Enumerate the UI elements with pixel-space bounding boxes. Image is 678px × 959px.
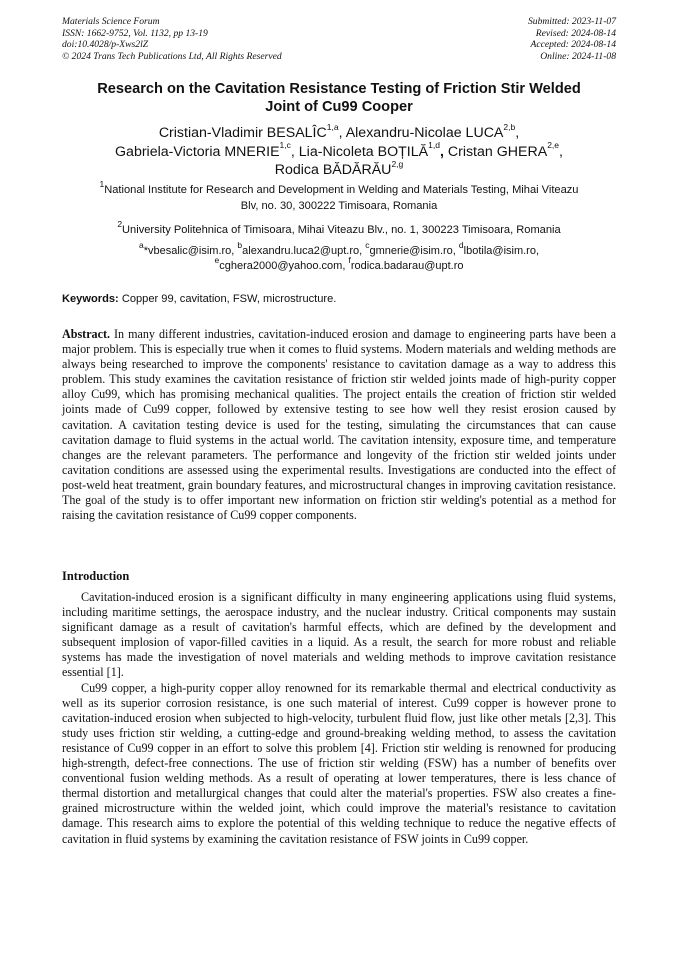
abstract-label: Abstract. [62, 327, 111, 341]
author-affiliation-marker: 1,d [428, 140, 440, 151]
journal-issn: ISSN: 1662-9752, Vol. 1132, pp 13-19 [62, 27, 208, 39]
author-name: Lia-Nicoleta BOȚILĂ [298, 143, 429, 160]
date-online: Online: 2024-11-08 [540, 50, 616, 62]
email-link[interactable]: cghera2000@yahoo.com [219, 260, 343, 272]
date-accepted: Accepted: 2024-08-14 [530, 39, 616, 51]
author-list: Cristian-Vladimir BESALÎC$^{1,a}$, Alexandru-Nicolae LUCA$^{2,b}$, Gabriela-Victoria MNERIE$^{1,c}$, Lia-Nicoleta BOȚILĂ$^{1,d}$, Cristan GHERA$^{2,e}$, Rodica BĂDĂRĂU$^{2,g}$ [115, 121, 563, 179]
affiliation-line: Blv, no. 30, 300222 Timisoara, Romania [240, 199, 438, 212]
author-name: Rodica BĂDĂRĂU [274, 162, 392, 179]
affiliation-line: University Politehnica of Timisoara, Mihai Viteazu Blv., no. 1, 300223 Timisoara, Romania [122, 224, 561, 236]
email-link[interactable]: alexandru.luca2@upt.ro [242, 245, 360, 257]
author-name: Cristan GHERA [447, 143, 548, 160]
email-marker: a [138, 239, 144, 250]
author-name: Alexandru-Nicolae LUCA [345, 125, 504, 141]
abstract [62, 327, 616, 523]
paper-title [62, 80, 616, 116]
affiliation-marker: 2 [117, 218, 123, 229]
email-marker: c [365, 239, 370, 250]
section-heading-introduction: Introduction [62, 569, 130, 583]
affiliation-line: National Institute for Research and Development in Welding and Materials Testing, Mihai Viteazu [104, 184, 579, 196]
author-affiliation-marker: 2,b [503, 121, 516, 132]
journal-info [62, 16, 282, 62]
journal-doi[interactable]: doi:10.4028/p-Xws2lZ [62, 39, 149, 51]
author-name: Cristian-Vladimir BESALÎC [158, 125, 327, 141]
title-line-1: Research on the Cavitation Resistance Testing of Friction Stir Welded [97, 81, 581, 97]
affiliation-marker: 1 [99, 178, 105, 189]
intro-paragraph: Cu99 copper, a high-purity copper alloy renowned for its remarkable thermal and electrical conductivity as well as its superior corrosion resistance, is one such material of interest. Cu99 copper is however prone to cavitation-induced erosion when subjected to high-velocity, turbulent fluid flow, just like other metals [2,3]. This study uses friction stir welding, a cutting-edge and ground-breaking welding method, to assess the cavitation resistance of Cu99 copper in an effort to solve this problem [4]. Friction stir welding is renowned for producing high-strength, defect-free connections. The use of friction stir welding (FSW) has a number of benefits over conventional fusion welding methods. As a result of operating at lower temperatures, there is less chance of thermal distortion and metallurgical changes that could alter the material's properties. FSW also creates a fine-grained microstructure within the welded joint, which could improve the material's resistance to cavitation damage. This research aims to explore the potential of this welding technique to reduce the negative effects of cavitation in fluid systems by examining the cavitation resistance of FSW joints in Cu99 copper. [62, 680, 616, 846]
author-emails: $^a$*vbesalic@isim.ro, $^b$alexandru.luca2@upt.ro, $^c$gmnerie@isim.ro, $^d$lbotila@isim.ro, $^e$cghera2000@yahoo.com, $^f$rodica.badarau@upt.ro [138, 239, 540, 272]
email-marker: d [458, 239, 464, 250]
author-affiliation-marker: 1,a [326, 121, 339, 132]
email-marker: f [348, 254, 351, 265]
journal-name: Materials Science Forum [62, 16, 160, 27]
author-name: Gabriela-Victoria MNERIE [115, 143, 280, 160]
intro-paragraph: Cavitation-induced erosion is a significant difficulty in many engineering applications using fluid systems, including maritime settings, the aerospace industry, and the nuclear industry. Critical components may sustain significant damage as a result of cavitation's harmful effects, which are defined by the development and subsequent implosion of vapor-filled cavities in a liquid. As a result, the search for more robust and reliable systems has made the investigation of novel materials and welding methods to improve cavitation resistance essential [1]. [62, 590, 616, 680]
date-revised: Revised: 2024-08-14 [535, 27, 616, 39]
abstract-text: In many different industries, cavitation-induced erosion and damage to engineering parts have been a major problem. This is especially true when it comes to fluid systems. Modern materials and welding methods are always being researched to improve the components' resistance to cavitation damage as a way to address this problem. This study examines the cavitation resistance of friction stir welded joints made of high-purity copper alloy Cu99, which has promising mechanical qualities. The project entails the creation of friction stir welded joints made of Cu99 copper, followed by extensive testing to see how well they resist erosion caused by cavitation. A cavitation testing device is used for the testing, simulating the circumstances that can cause cavitation damage to fluid systems in the actual world. The cavitation intensity, exposure time, and temperature changes are the relevant parameters. The performance and longevity of the friction stir welded joints under cavitation conditions are assessed using the experimental results. Investigations are conducted into the effect of post-weld heat treatment, grain boundary features, and microstructural changes in improving cavitation resistance. The goal of the study is to offer important new information on friction stir welding's potential as a method for raising the cavitation resistance of Cu99 copper components. [62, 327, 616, 523]
date-submitted: Submitted: 2023-11-07 [527, 16, 616, 27]
email-marker: b [237, 239, 243, 250]
title-line-2: Joint of Cu99 Cooper [265, 99, 413, 115]
email-marker: e [214, 254, 220, 265]
affiliation-2 [62, 218, 616, 239]
introduction-body [62, 590, 616, 847]
author-affiliation-marker: 1,c [279, 140, 291, 151]
email-link[interactable]: *vbesalic@isim.ro [143, 245, 232, 257]
journal-copyright: © 2024 Trans Tech Publications Ltd, All Rights Reserved [62, 50, 282, 62]
keywords-label: Keywords: [62, 293, 119, 305]
email-link[interactable]: rodica.badarau@upt.ro [350, 260, 464, 272]
keywords [62, 292, 616, 306]
author-affiliation-marker: 2,g [391, 158, 404, 169]
email-link[interactable]: gmnerie@isim.ro [369, 245, 453, 257]
publication-dates [528, 16, 616, 62]
author-affiliation-marker: 2,e [547, 140, 560, 151]
keywords-text: Copper 99, cavitation, FSW, microstructure. [121, 293, 337, 305]
affiliation-1 [62, 178, 616, 214]
email-link[interactable]: lbotila@isim.ro [463, 245, 536, 257]
